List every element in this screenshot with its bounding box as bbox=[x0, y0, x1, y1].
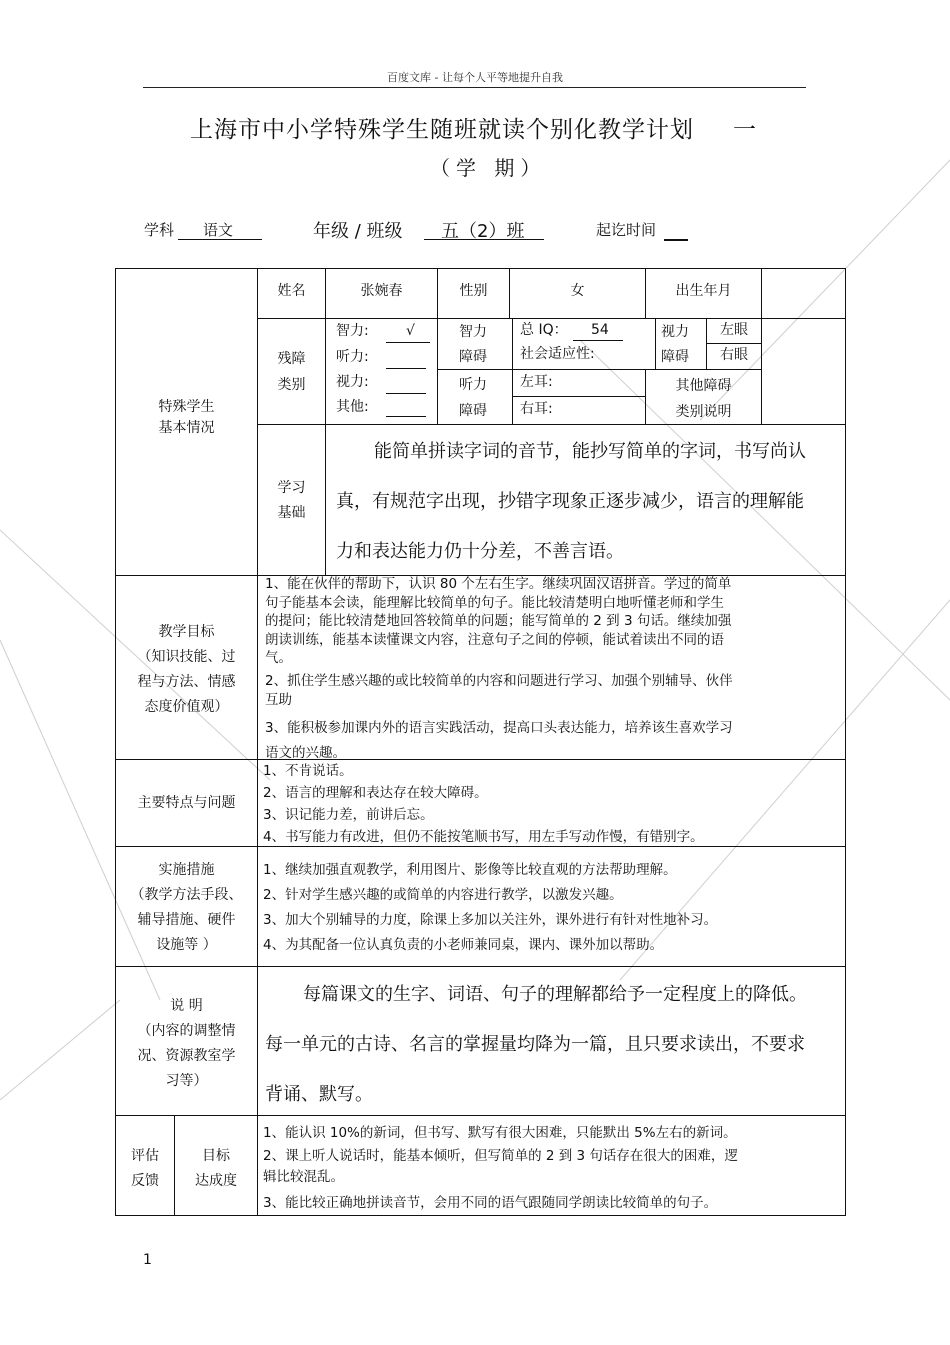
vision-label: 视力: bbox=[336, 374, 369, 390]
notes-label: 说 明 （内容的调整情 况、资源教室学 习等） bbox=[137, 998, 236, 1089]
teaching-goals-text: 1、能在伙伴的帮助下，认识 80 个左右生字。继续巩固汉语拼音。学过的简单 句子能基本会读，能理解比较简单的句子。能比较清楚明白地听懂老师和学生 的提问；能比较清楚地回答较简单的问题；能写简单的 2 到 3 句话。继续加强 朗读训练，能基本读懂课文内容，注意句子之间的停顿，能试着读出不同的语 气。 2、抓住学生感兴趣的或比较简单的内容和问题进行学习、加强个别辅导、伙伴 互助 3、能积极参加课内外的语言实践活动，提高口头表达能力，培养该生喜欢学习 语文的兴趣。 bbox=[265, 576, 733, 762]
disability-type-label: 残障 类别 bbox=[277, 351, 306, 393]
intellect-label: 智力: bbox=[336, 323, 369, 339]
notes-text: 每篇课文的生字、词语、句子的理解都给予一定程度上的降低。 每一单元的古诗、名言的掌握量均降为一篇，且只要求读出，不要求 背诵、默写。 bbox=[265, 984, 807, 1105]
left-ear-label: 左耳: bbox=[520, 374, 553, 390]
features-label: 主要特点与问题 bbox=[137, 795, 236, 811]
measures-label: 实施措施 （教学方法手段、 辅导措施、硬件 设施等 ） bbox=[130, 862, 243, 953]
features-text: 1、不肯说话。 2、语言的理解和表达存在较大障碍。 3、识记能力差，前讲后忘。 4、书写能力有改进，但仍不能按笔顺书写，用左手写动作慢，有错别字。 bbox=[263, 763, 704, 845]
birth-label: 出生年月 bbox=[675, 283, 732, 299]
study-basis-text: 能简单拼读字词的音节，能抄写简单的字词，书写尚认 真，有规范字出现，抄错字现象正逐步减少，语言的理解能 力和表达能力仍十分差，不善言语。 bbox=[336, 441, 806, 562]
name-label: 姓名 bbox=[277, 283, 306, 299]
page-subtitle: （学 期） bbox=[430, 156, 547, 180]
social-adapt-label: 社会适应性: bbox=[520, 346, 595, 362]
subject-underline bbox=[178, 239, 262, 240]
evaluation-label: 评估 反馈 bbox=[131, 1148, 159, 1189]
hearing-disorder-label: 听力 障碍 bbox=[459, 377, 487, 419]
iq-label: 总 IQ： bbox=[520, 322, 568, 338]
hearing-label: 听力: bbox=[336, 349, 369, 365]
other-disorder-label: 其他障碍 类别说明 bbox=[675, 378, 732, 420]
right-ear-label: 右耳: bbox=[520, 401, 553, 417]
iq-value: 54 bbox=[591, 322, 609, 338]
gender-label: 性别 bbox=[459, 283, 488, 299]
study-basis-label: 学习 基础 bbox=[277, 480, 306, 521]
grade-value: 五（2）班 bbox=[441, 221, 525, 242]
page-number: 1 bbox=[143, 1252, 152, 1268]
basic-info-label: 特殊学生 基本情况 bbox=[158, 399, 215, 436]
time-underline bbox=[664, 239, 688, 241]
goal-attainment-label: 目标 达成度 bbox=[195, 1148, 237, 1189]
header-rule bbox=[143, 87, 806, 88]
intellect-check: √ bbox=[406, 323, 415, 339]
title-suffix: 一 bbox=[733, 117, 756, 143]
name-value: 张婉春 bbox=[360, 283, 403, 299]
subject-value: 语文 bbox=[203, 221, 234, 239]
page-title: 上海市中小学特殊学生随班就读个别化教学计划 bbox=[190, 117, 694, 143]
grade-underline bbox=[424, 239, 544, 240]
gender-value: 女 bbox=[570, 283, 585, 299]
right-eye-label: 右眼 bbox=[720, 347, 748, 363]
left-eye-label: 左眼 bbox=[720, 322, 748, 338]
teaching-goals-label: 教学目标 （知识技能、过 程与方法、情感 态度价值观） bbox=[137, 624, 236, 715]
intellect-disorder-label: 智力 障碍 bbox=[459, 324, 487, 365]
measures-text: 1、继续加强直观教学，利用图片、影像等比较直观的方法帮助理解。 2、针对学生感兴趣的或简单的内容进行教学，以激发兴趣。 3、加大个别辅导的力度，除课上多加以关注外，课外进行有针对性地补习。 4、为其配备一位认真负责的小老师兼同桌，课内、课外加以帮助。 bbox=[263, 862, 718, 953]
evaluation-text: 1、能认识 10%的新词，但书写、默写有很大困难，只能默出 5%左右的新词。 2、课上听人说话时，能基本倾听，但写简单的 2 到 3 句话存在很大的困难，逻 辑比较混乱。 3、能比较正确地拼读音节，会用不同的语气跟随同学朗读比较简单的句子。 bbox=[263, 1125, 738, 1211]
other-label: 其他: bbox=[336, 399, 369, 415]
page-header: 百度文库 - 让每个人平等地提升自我 bbox=[387, 71, 563, 84]
grade-label: 年级 / 班级 bbox=[313, 221, 403, 242]
time-label: 起讫时间 bbox=[596, 221, 657, 239]
subject-label: 学科 bbox=[144, 221, 175, 239]
vision-disorder-label: 视力 障碍 bbox=[661, 324, 689, 365]
